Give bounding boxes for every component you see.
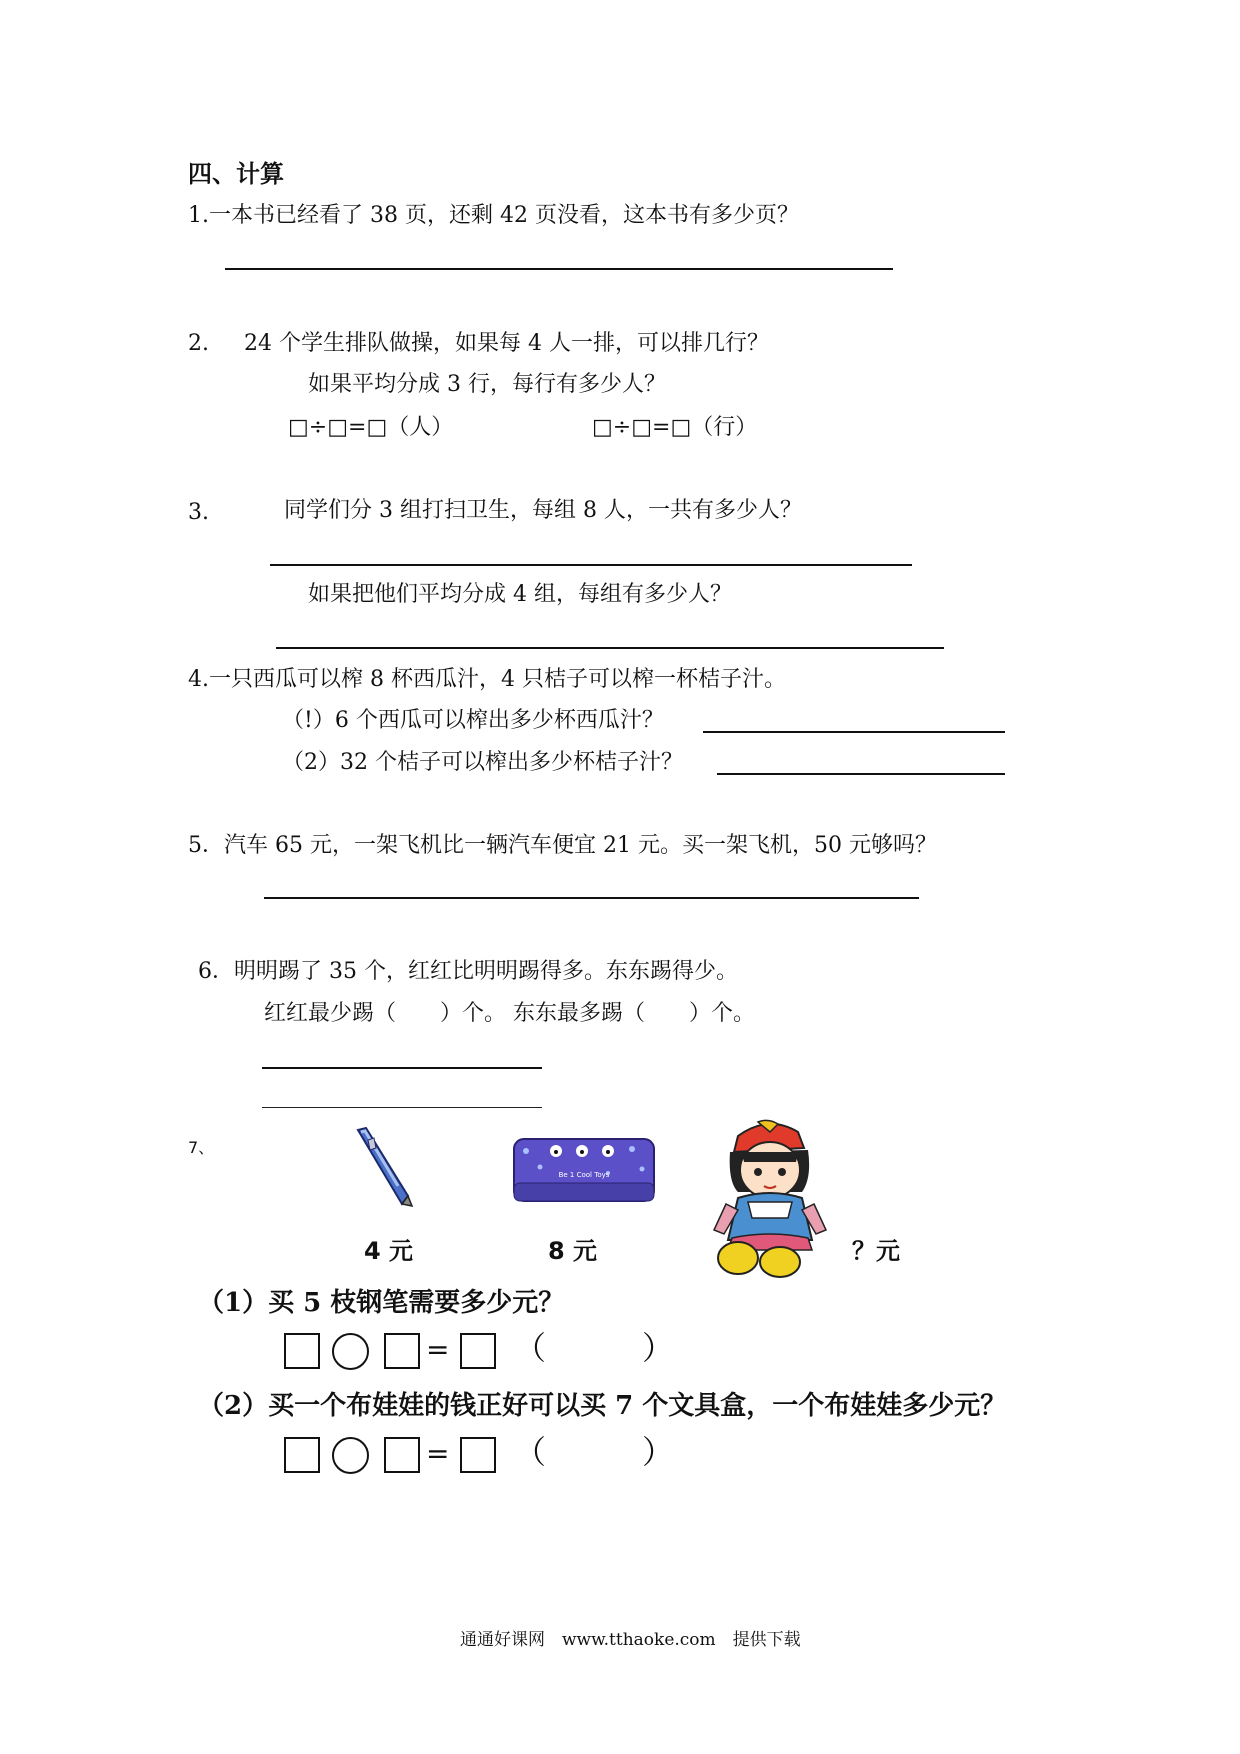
question-7-sub1: （1）买 5 枝钢笔需要多少元？ (198, 1288, 565, 1318)
question-6-line1: 6．明明踢了 35 个，红红比明明踢得多。东东踢得少。 (198, 959, 738, 984)
question-2-line2: 如果平均分成 3 行，每行有多少人？ (308, 372, 666, 397)
answer-line-q1 (225, 268, 893, 270)
formula-rows: □÷□=□（行） (592, 415, 758, 440)
question-2-number: 2. (188, 331, 209, 356)
pencil-box-label: Be 1 Cool Toys (558, 1171, 610, 1179)
answer-box (460, 1333, 496, 1369)
answer-box (384, 1333, 420, 1369)
equals-sign: = (426, 1333, 450, 1366)
footer-text: 通通好课网 www.tthaoke.com 提供下载 (460, 1630, 801, 1650)
answer-box (284, 1333, 320, 1369)
question-1-text: 1.一本书已经看了 38 页，还剩 42 页没看，这本书有多少页？ (188, 203, 799, 228)
pen-image (352, 1126, 414, 1208)
operator-circle (332, 1437, 369, 1474)
formula-people: □÷□=□（人） (288, 415, 454, 440)
answer-box (284, 1437, 320, 1473)
answer-line-q3b (276, 647, 944, 649)
unit-parentheses: （ ） (514, 1329, 675, 1367)
answer-box (460, 1437, 496, 1473)
question-5-text: 5．汽车 65 元，一架飞机比一辆汽车便宜 21 元。买一架飞机，50 元够吗？ (188, 833, 937, 858)
equals-sign: = (426, 1437, 450, 1470)
operator-circle (332, 1333, 369, 1370)
answer-line-q6b (262, 1107, 542, 1108)
price-doll: ？元 (852, 1237, 900, 1265)
question-6-line2: 红红最少踢（ ）个。 东东最多踢（ ）个。 (264, 1001, 755, 1026)
answer-box (384, 1437, 420, 1473)
price-pencil-box: 8 元 (548, 1237, 598, 1265)
answer-line-q3a (270, 564, 912, 566)
question-4-sub1: （!）6 个西瓜可以榨出多少杯西瓜汁？ (282, 708, 664, 733)
section-title: 四、计算 (188, 160, 284, 188)
answer-line-q4-2 (717, 773, 1005, 775)
question-2-line1: 24 个学生排队做操，如果每 4 人一排，可以排几行？ (244, 331, 769, 356)
pencil-box-image (512, 1137, 656, 1203)
unit-parentheses: （ ） (514, 1433, 675, 1471)
question-3-line1: 同学们分 3 组打扫卫生，每组 8 人，一共有多少人？ (284, 498, 802, 523)
answer-line-q5 (264, 897, 919, 899)
answer-line-q4-1 (703, 731, 1005, 733)
question-3-line2: 如果把他们平均分成 4 组，每组有多少人？ (308, 582, 732, 607)
answer-line-q6a (262, 1067, 542, 1069)
question-7-number: 7、 (188, 1138, 215, 1157)
price-pen: 4 元 (364, 1237, 414, 1265)
question-7-sub2: （2）买一个布娃娃的钱正好可以买 7 个文具盒，一个布娃娃多少元？ (198, 1391, 1007, 1421)
question-4-text: 4.一只西瓜可以榨 8 杯西瓜汁，4 只桔子可以榨一杯桔子汁。 (188, 667, 786, 692)
question-3-number: 3. (188, 500, 209, 525)
doll-image (708, 1118, 832, 1278)
question-4-sub2: （2）32 个桔子可以榨出多少杯桔子汁？ (282, 750, 683, 775)
